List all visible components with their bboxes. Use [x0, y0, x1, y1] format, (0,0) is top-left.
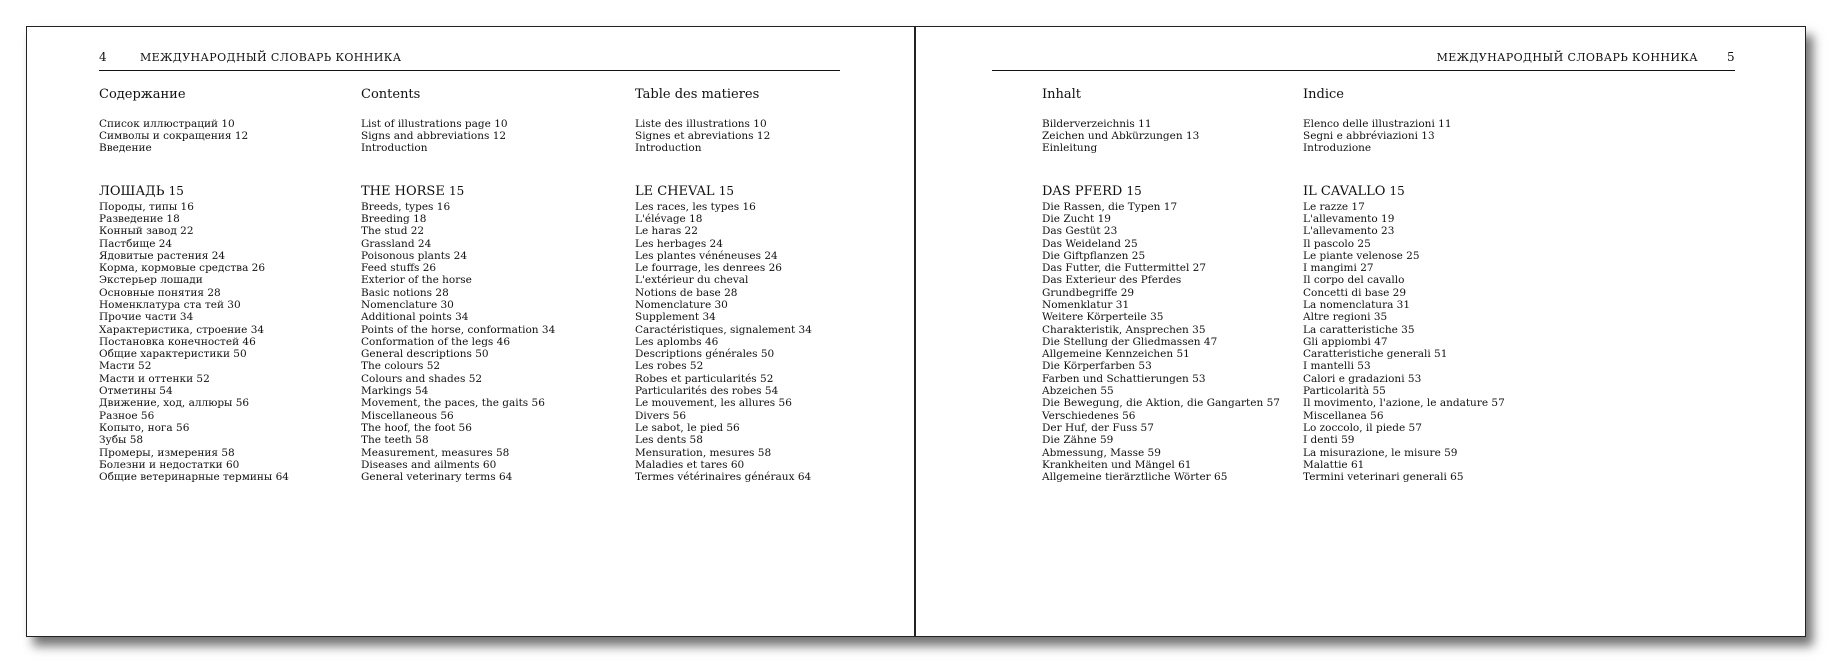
- toc-entry: Exterior of the horse: [361, 274, 472, 287]
- toc-column-russian: [99, 87, 289, 483]
- toc-entry: Miscellanea 56: [1303, 409, 1384, 422]
- toc-entry: La caratteristiche 35: [1303, 323, 1415, 336]
- left-page: [27, 27, 914, 636]
- toc-entry: I mangimi 27: [1303, 262, 1374, 275]
- toc-entry: Conformation of the legs 46: [361, 335, 511, 348]
- toc-entry: Nomenklatur 31: [1042, 298, 1130, 311]
- page-number: 5: [1726, 50, 1735, 64]
- section-page-number: 15: [448, 183, 465, 198]
- toc-column-italian: [1303, 87, 1505, 483]
- toc-entry: Разведение 18: [99, 212, 180, 225]
- front-matter-item: Elenco delle illustrazioni 11: [1303, 118, 1452, 130]
- section-title: DAS PFERD: [1042, 183, 1123, 199]
- toc-entry: Mensuration, mesures 58: [635, 446, 772, 459]
- toc-entry: Maladies et tares 60: [635, 458, 745, 471]
- toc-entry: Divers 56: [635, 409, 687, 422]
- toc-entry: Malattie 61: [1303, 458, 1365, 471]
- toc-entry: Отметины 54: [99, 385, 173, 398]
- toc-entry: Le haras 22: [635, 225, 698, 238]
- toc-entry: Charakteristik, Ansprechen 35: [1042, 323, 1206, 336]
- running-head: [992, 50, 1735, 71]
- section-heading: [361, 183, 555, 201]
- toc-column-english: [361, 87, 555, 483]
- toc-entry: Экстерьер лошади: [99, 274, 203, 287]
- toc-entry: Abzeichen 55: [1042, 385, 1114, 398]
- toc-entry: Les aplombs 46: [635, 335, 719, 348]
- toc-entry: Номенклатура ста тей 30: [99, 298, 241, 311]
- toc-entry: Grundbegriffe 29: [1042, 286, 1135, 299]
- toc-entry: I denti 59: [1303, 434, 1355, 447]
- toc-entry: Les races, les types 16: [635, 200, 756, 213]
- toc-entry: Allgemeine Kennzeichen 51: [1042, 348, 1190, 361]
- toc-entry: Le razze 17: [1303, 200, 1365, 213]
- toc-entry: Altre regioni 35: [1303, 311, 1388, 324]
- front-matter-item: Introduzione: [1303, 142, 1372, 155]
- toc-entry: Notions de base 28: [635, 286, 738, 299]
- toc-entry: Miscellaneous 56: [361, 409, 454, 422]
- front-matter-item: Einleitung: [1042, 142, 1098, 155]
- toc-entry: The hoof, the foot 56: [361, 421, 472, 434]
- toc-entry: L'extérieur du cheval: [635, 274, 749, 287]
- toc-entry: Das Gestüt 23: [1042, 225, 1118, 238]
- toc-entry: The colours 52: [361, 360, 441, 373]
- running-head: [99, 50, 840, 71]
- section-entry-list: [635, 201, 812, 484]
- toc-entry: Farben und Schattierungen 53: [1042, 372, 1206, 385]
- toc-entry: Il pascolo 25: [1303, 237, 1371, 250]
- toc-entry: Calori e gradazioni 53: [1303, 372, 1422, 385]
- toc-entry: Les herbages 24: [635, 237, 723, 250]
- toc-entry: Конный завод 22: [99, 225, 194, 238]
- toc-entry: Масти 52: [99, 360, 152, 373]
- front-matter-item: Signs and abbreviations 12: [361, 130, 507, 143]
- toc-entry: Les dents 58: [635, 434, 703, 447]
- front-matter-item: Bilderverzeichnis 11: [1042, 118, 1152, 130]
- toc-entry: La misurazione, le misure 59: [1303, 446, 1458, 459]
- column-title: Table des matieres: [635, 87, 760, 102]
- toc-entry: Корма, кормовые средства 26: [99, 262, 266, 275]
- section-title: LE CHEVAL: [635, 183, 715, 199]
- toc-entry: General veterinary terms 64: [361, 471, 513, 484]
- toc-entry: Ядовитые растения 24: [99, 249, 226, 262]
- toc-entry: Gli appiombi 47: [1303, 335, 1388, 348]
- toc-entry: Общие ветеринарные термины 64: [99, 471, 289, 484]
- toc-entry: The teeth 58: [361, 434, 429, 447]
- toc-entry: Abmessung, Masse 59: [1042, 446, 1161, 459]
- section-title: IL CAVALLO: [1303, 183, 1386, 199]
- toc-entry: Die Zucht 19: [1042, 212, 1111, 225]
- running-head-title: МЕЖДУНАРОДНЫЙ СЛОВАРЬ КОННИКА: [140, 51, 402, 64]
- toc-entry: Poisonous plants 24: [361, 249, 468, 262]
- toc-entry: Масти и оттенки 52: [99, 372, 210, 385]
- toc-entry: Die Giftpflanzen 25: [1042, 249, 1146, 262]
- column-title: Содержание: [99, 87, 186, 102]
- front-matter-item: Signes et abreviations 12: [635, 130, 771, 143]
- toc-entry: Supplement 34: [635, 311, 716, 324]
- front-matter-list: [99, 118, 289, 155]
- section-title: THE HORSE: [361, 183, 445, 199]
- toc-entry: Зубы 58: [99, 434, 144, 447]
- toc-entry: Породы, типы 16: [99, 200, 194, 213]
- section-entry-list: [361, 201, 555, 484]
- column-title: Inhalt: [1042, 87, 1082, 102]
- front-matter-item: Символы и сокращения 12: [99, 130, 249, 143]
- toc-entry: Verschiedenes 56: [1042, 409, 1136, 422]
- toc-entry: Lo zoccolo, il piede 57: [1303, 421, 1422, 434]
- toc-entry: Болезни и недостатки 60: [99, 458, 240, 471]
- toc-entry: L'allevamento 19: [1303, 212, 1395, 225]
- toc-entry: Копыто, нога 56: [99, 421, 190, 434]
- toc-entry: Характеристика, строение 34: [99, 323, 265, 336]
- section-heading: [99, 183, 289, 201]
- running-head-title: МЕЖДУНАРОДНЫЙ СЛОВАРЬ КОННИКА: [1436, 51, 1698, 64]
- toc-entry: Die Zähne 59: [1042, 434, 1114, 447]
- column-title: Indice: [1303, 87, 1344, 102]
- toc-entry: Robes et particularités 52: [635, 372, 774, 385]
- toc-entry: Concetti di base 29: [1303, 286, 1407, 299]
- front-matter-list: [1042, 118, 1280, 155]
- toc-entry: Die Stellung der Gliedmassen 47: [1042, 335, 1218, 348]
- toc-entry: Termes vétérinaires généraux 64: [635, 471, 812, 484]
- toc-entry: Diseases and ailments 60: [361, 458, 497, 471]
- toc-entry: Общие характеристики 50: [99, 348, 247, 361]
- section-heading: [1042, 183, 1280, 201]
- front-matter-list: [635, 118, 812, 155]
- section-page-number: 15: [1126, 183, 1142, 198]
- toc-column-french: [635, 87, 812, 483]
- toc-entry: Basic notions 28: [361, 286, 449, 299]
- toc-column-german: [1042, 87, 1280, 483]
- toc-entry: Breeds, types 16: [361, 200, 451, 213]
- toc-entry: Die Bewegung, die Aktion, die Gangarten 57: [1042, 397, 1280, 410]
- toc-entry: Additional points 34: [361, 311, 469, 324]
- toc-entry: Grassland 24: [361, 237, 432, 250]
- toc-entry: L'allevamento 23: [1303, 225, 1395, 238]
- toc-entry: Das Exterieur des Pferdes: [1042, 274, 1182, 287]
- toc-entry: Разное 56: [99, 409, 155, 422]
- section-entry-list: [99, 201, 289, 484]
- front-matter-item: Liste des illustrations 10: [635, 118, 767, 130]
- toc-entry: Points of the horse, conformation 34: [361, 323, 556, 336]
- toc-entry: Прочие части 34: [99, 311, 194, 324]
- toc-entry: Caratteristiche generali 51: [1303, 348, 1448, 361]
- toc-entry: Krankheiten und Mängel 61: [1042, 458, 1192, 471]
- toc-entry: Allgemeine tierärztliche Wörter 65: [1042, 471, 1228, 484]
- toc-entry: I mantelli 53: [1303, 360, 1371, 373]
- toc-entry: Движение, ход, аллюры 56: [99, 397, 250, 410]
- front-matter-item: Введение: [99, 142, 152, 155]
- toc-entry: Die Körperfarben 53: [1042, 360, 1152, 373]
- toc-entry: Le mouvement, les allures 56: [635, 397, 792, 410]
- section-title: ЛОШАДЬ: [99, 183, 165, 199]
- toc-entry: Das Weideland 25: [1042, 237, 1138, 250]
- front-matter-item: Introduction: [635, 142, 702, 155]
- front-matter-item: List of illustrations page 10: [361, 118, 508, 130]
- toc-entry: Le fourrage, les denrees 26: [635, 262, 782, 275]
- column-title: Contents: [361, 87, 421, 102]
- section-entry-list: [1303, 201, 1505, 484]
- toc-entry: Termini veterinari generali 65: [1303, 471, 1464, 484]
- right-page: [916, 27, 1805, 636]
- toc-entry: Nomenclature 30: [361, 298, 454, 311]
- toc-entry: General descriptions 50: [361, 348, 489, 361]
- toc-entry: Der Huf, der Fuss 57: [1042, 421, 1154, 434]
- section-page-number: 15: [718, 183, 734, 198]
- toc-entry: Die Rassen, die Typen 17: [1042, 200, 1178, 213]
- toc-entry: Les robes 52: [635, 360, 704, 373]
- toc-entry: Пастбище 24: [99, 237, 173, 250]
- toc-entry: Le sabot, le pied 56: [635, 421, 740, 434]
- toc-entry: Feed stuffs 26: [361, 262, 437, 275]
- front-matter-item: Segni e abbréviazioni 13: [1303, 130, 1435, 143]
- toc-entry: Das Futter, die Futtermittel 27: [1042, 262, 1207, 275]
- section-heading: [635, 183, 812, 201]
- toc-entry: Breeding 18: [361, 212, 427, 225]
- toc-entry: Particularités des robes 54: [635, 385, 779, 398]
- front-matter-list: [1303, 118, 1505, 155]
- toc-entry: The stud 22: [361, 225, 425, 238]
- toc-entry: Descriptions générales 50: [635, 348, 775, 361]
- toc-entry: Le piante velenose 25: [1303, 249, 1420, 262]
- toc-entry: Промеры, измерения 58: [99, 446, 235, 459]
- page-number: 4: [99, 50, 108, 64]
- front-matter-item: Список иллюстраций 10: [99, 118, 235, 130]
- front-matter-item: Introduction: [361, 142, 428, 155]
- toc-entry: Colours and shades 52: [361, 372, 483, 385]
- front-matter-item: Zeichen und Abkürzungen 13: [1042, 130, 1200, 143]
- toc-entry: L'élévage 18: [635, 212, 703, 225]
- toc-entry: Il movimento, l'azione, le andature 57: [1303, 397, 1505, 410]
- toc-entry: Nomenclature 30: [635, 298, 728, 311]
- section-page-number: 15: [1389, 183, 1405, 198]
- toc-entry: Weitere Körperteile 35: [1042, 311, 1164, 324]
- section-entry-list: [1042, 201, 1280, 484]
- toc-entry: La nomenclatura 31: [1303, 298, 1411, 311]
- toc-entry: Les plantes vénéneuses 24: [635, 249, 778, 262]
- toc-entry: Measurement, measures 58: [361, 446, 510, 459]
- toc-entry: Movement, the paces, the gaits 56: [361, 397, 545, 410]
- toc-entry: Постановка конечностей 46: [99, 335, 256, 348]
- toc-entry: Caractéristiques, signalement 34: [635, 323, 812, 336]
- section-heading: [1303, 183, 1505, 201]
- toc-entry: Markings 54: [361, 385, 429, 398]
- toc-entry: Il corpo del cavallo: [1303, 274, 1405, 287]
- section-page-number: 15: [168, 183, 184, 198]
- toc-entry: Particolarità 55: [1303, 385, 1386, 398]
- toc-entry: Основные понятия 28: [99, 286, 221, 299]
- front-matter-list: [361, 118, 555, 155]
- book-spread: [26, 26, 1806, 637]
